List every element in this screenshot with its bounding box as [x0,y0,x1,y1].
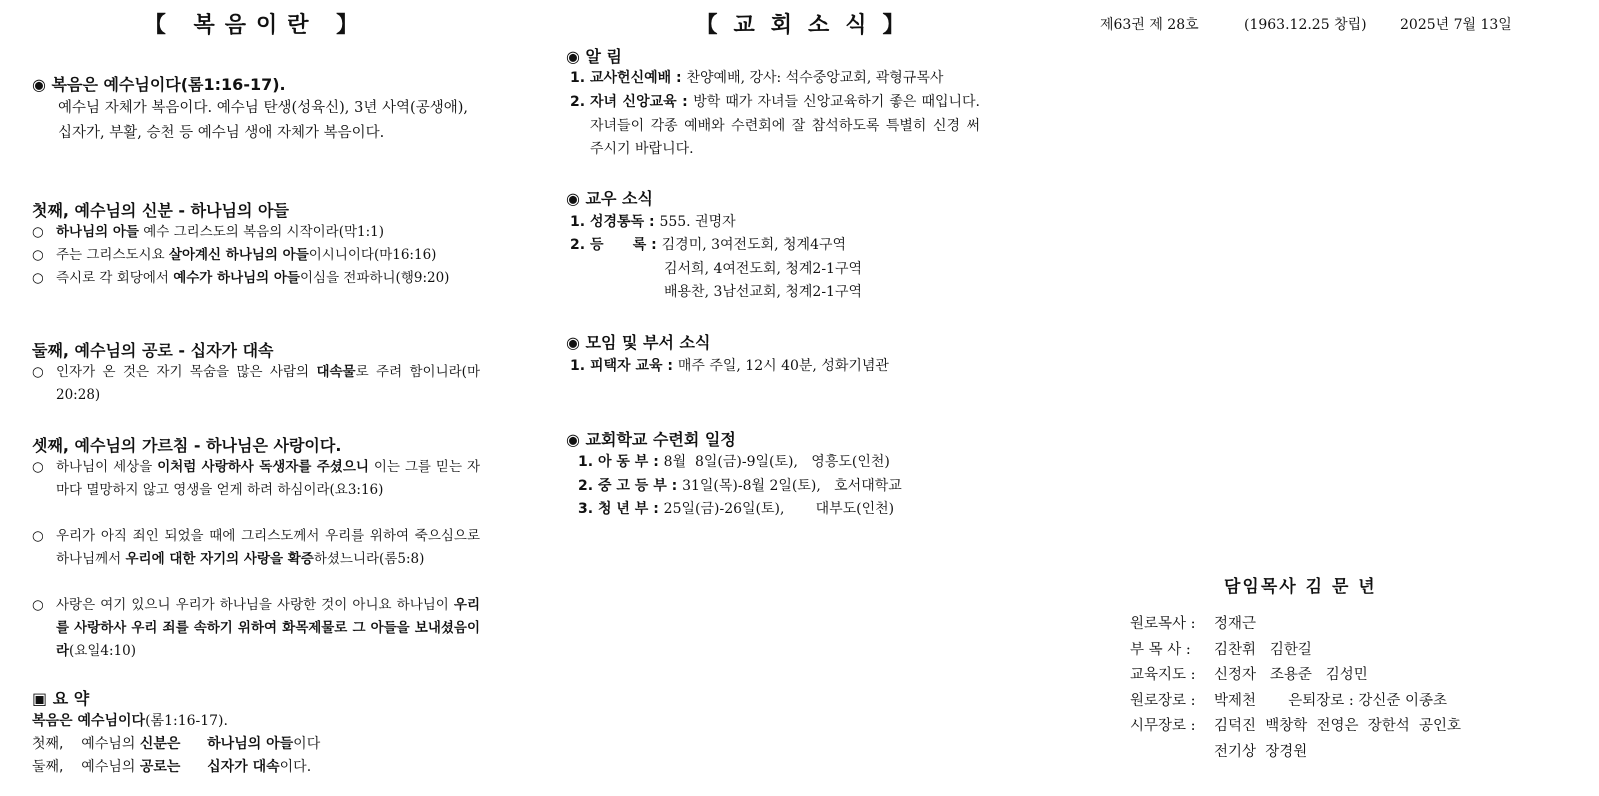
summary-text: 둘째, 예수님의 [32,759,140,775]
staff-names: 정재근 [1214,616,1257,632]
item-text: 매주 주일, 12시 40분, 성화기념관 [677,358,889,374]
staff-role: 교육지도 : [1130,667,1196,683]
notice-item-1 [570,67,980,91]
item-number: 2. [570,94,586,110]
bold-phrase: 복음은 예수님이다 [32,713,146,729]
bold-phrase: 살아계신 하나님의 아들 [168,247,309,263]
intro-text: 예수님 자체가 복음이다. 예수님 탄생(성육신), 3년 사역(공생애), 십자가, 부활, 승천 등 예수님 생애 자체가 복음이다. [58,100,468,141]
founded-date: (1963.12.25 창립) [1244,17,1367,33]
bullet-text: 인자가 온 것은 자기 목숨을 많은 사람의 [56,364,317,380]
bullet-text: 이시니이다(마16:16) [308,247,437,263]
church-news-title: 【교회소식】 [695,13,921,38]
item-label: 아 동 부 : [598,454,664,470]
bullet-circle-icon: ○ [32,459,44,475]
item-label: 성경통독 : [590,214,660,230]
members-item-2 [570,234,980,258]
groups-item-1 [570,355,980,379]
summary-text: 이다 [293,736,321,752]
bold-phrase: 이처럼 사랑하사 독생자를 주셨으니 [157,459,369,475]
issue-date: 2025년 7월 13일 [1400,17,1512,33]
bold-phrase: 공로는 [139,759,181,775]
first-bullet-3 [32,267,480,290]
summary-text: 이다. [279,759,312,775]
bullet-circle-icon: ○ [32,270,44,286]
staff-role: 부 목 사 : [1130,642,1191,658]
item-number: 2. [570,237,586,253]
summary-line-2 [32,733,320,756]
retreat-item-3 [578,498,988,522]
item-text: 찬양예배, 강사: 석수중앙교회, 곽형규목사 [686,70,944,86]
retreat-item-2 [578,475,988,499]
item-label: 등 록 : [590,237,662,253]
item-text: 31일(목)-8월 2일(토), 호서대학교 [682,478,902,494]
summary-spacer [180,759,207,775]
members-heading: ◉ 교우 소식 [566,189,653,208]
summary-text: (롬1:16-17). [145,713,228,729]
bullet-text: 하나님이 세상을 [56,459,158,475]
bullet-text: 즉시로 각 회당에서 [56,270,174,286]
bullet-circle-icon: ○ [32,224,44,240]
first-heading: 첫째, 예수님의 신분 - 하나님의 아들 [32,201,289,220]
bullet-text: 사랑은 여기 있으니 우리가 하나님을 사랑한 것이 아니요 하나님이 [56,597,454,613]
bullet-text: (요일4:10) [69,643,136,659]
bold-phrase: 예수가 하나님의 아들 [173,270,300,286]
third-bullet-3 [32,594,480,663]
staff-row-3 [1130,663,1368,689]
item-text: 25일(금)-26일(토), 대부도(인천) [663,501,895,517]
retreat-item-1 [578,451,988,475]
summary-heading: ▣ 요 약 [32,689,90,708]
third-heading: 셋째, 예수님의 가르침 - 하나님은 사랑이다. [32,436,342,455]
notice-item-2 [570,91,980,162]
item-text: 555. 권명자 [659,214,736,230]
bold-phrase: 신분은 [139,736,181,752]
item-text: 방학 때가 자녀들 신앙교육하기 좋은 때입니다. 자녀들이 각종 예배와 수련회에 잘 참석하도록 특별히 신경 써 주시기 바랍니다. [590,94,980,157]
bullet-circle-icon: ○ [32,528,44,544]
summary-line-1 [32,710,228,733]
members-item-1 [570,211,980,235]
notice-heading: ◉ 알 림 [566,47,623,66]
item-text: 김경미, 3여전도회, 청계4구역 [661,237,847,253]
summary-text: 첫째, 예수님의 [32,736,140,752]
bold-phrase: 우리에 대한 자기의 사랑을 확증 [125,551,314,567]
second-heading: 둘째, 예수님의 공로 - 십자가 대속 [32,341,274,360]
senior-pastor: 담임목사 김 문 년 [1224,577,1377,597]
gospel-title: 【 복음이란 】 [143,13,369,38]
staff-names: 신정자 조용준 김성민 [1214,667,1368,683]
item-number: 1. [578,454,594,470]
third-bullet-1 [32,456,480,502]
bold-phrase: 하나님의 아들 [56,224,139,240]
staff-role: 원로장로 : [1130,693,1196,709]
staff-row-4 [1130,689,1447,715]
groups-heading: ◉ 모임 및 부서 소식 [566,333,711,352]
staff-row-1 [1130,612,1256,638]
first-bullet-1 [32,221,480,244]
retreat-heading: ◉ 교회학교 수련회 일정 [566,430,736,449]
bullet-text: 우리가 아직 죄인 되었을 때에 그리스도께서 우리를 위하여 죽으심으로 하나님께서 [56,528,480,567]
bold-phrase: 십자가 대속 [207,759,280,775]
intro-heading: ◉ 복음은 예수님이다(롬1:16-17). [32,75,286,94]
staff-row-6 [1130,740,1307,766]
bullet-text: 예수 그리스도의 복음의 시작이라(막1:1) [138,224,384,240]
item-label: 자녀 신앙교육 : [590,94,694,110]
item-label: 교사헌신예배 : [590,70,687,86]
staff-row-5 [1130,714,1461,740]
staff-role: 원로목사 : [1130,616,1196,632]
staff-role [1130,740,1214,766]
item-text: 8월 8일(금)-9일(토), 영흥도(인천) [663,454,890,470]
bullet-text: 주는 그리스도시요 [56,247,169,263]
item-label: 청 년 부 : [598,501,664,517]
item-label: 중 고 등 부 : [598,478,683,494]
staff-role: 시무장로 : [1130,718,1196,734]
members-item-2-continued-1: 김서희, 4여전도회, 청계2-1구역 [664,261,863,277]
staff-row-2 [1130,638,1312,664]
item-number: 1. [570,358,586,374]
staff-names: 김찬휘 김한길 [1214,642,1312,658]
summary-line-3 [32,756,311,779]
bold-phrase: 하나님의 아들 [207,736,294,752]
volume-number: 제63권 제 28호 [1100,17,1199,33]
item-number: 2. [578,478,594,494]
summary-spacer [180,736,207,752]
item-number: 1. [570,214,586,230]
staff-names: 박제천 은퇴장로 : 강신준 이종초 [1214,693,1448,709]
third-bullet-2 [32,525,480,571]
bold-phrase: 우리를 사랑하사 우리 죄를 속하기 위하여 화목제물로 그 아들을 보내셨음이라 [56,597,480,659]
bullet-text: 이심을 전파하니(행9:20) [299,270,450,286]
staff-names: 김덕진 백창학 전영은 장한석 공인호 [1214,718,1461,734]
first-bullet-2 [32,244,480,267]
item-number: 1. [570,70,586,86]
bullet-circle-icon: ○ [32,364,44,380]
bullet-circle-icon: ○ [32,247,44,263]
bullet-text: 이는 그를 믿는 자마다 멸망하지 않고 영생을 얻게 하려 하심이라(요3:16) [56,459,481,498]
second-bullet-1 [32,361,480,407]
staff-names: 전기상 장경원 [1214,744,1308,760]
bold-phrase: 대속물 [316,364,356,380]
bullet-text: 로 주려 함이니라(마20:28) [56,364,480,403]
bullet-text: 하셨느니라(롬5:8) [313,551,425,567]
bullet-circle-icon: ○ [32,597,44,613]
item-number: 3. [578,501,594,517]
item-label: 피택자 교육 : [590,358,678,374]
members-item-2-continued-2: 배용찬, 3남선교회, 청계2-1구역 [664,284,863,300]
